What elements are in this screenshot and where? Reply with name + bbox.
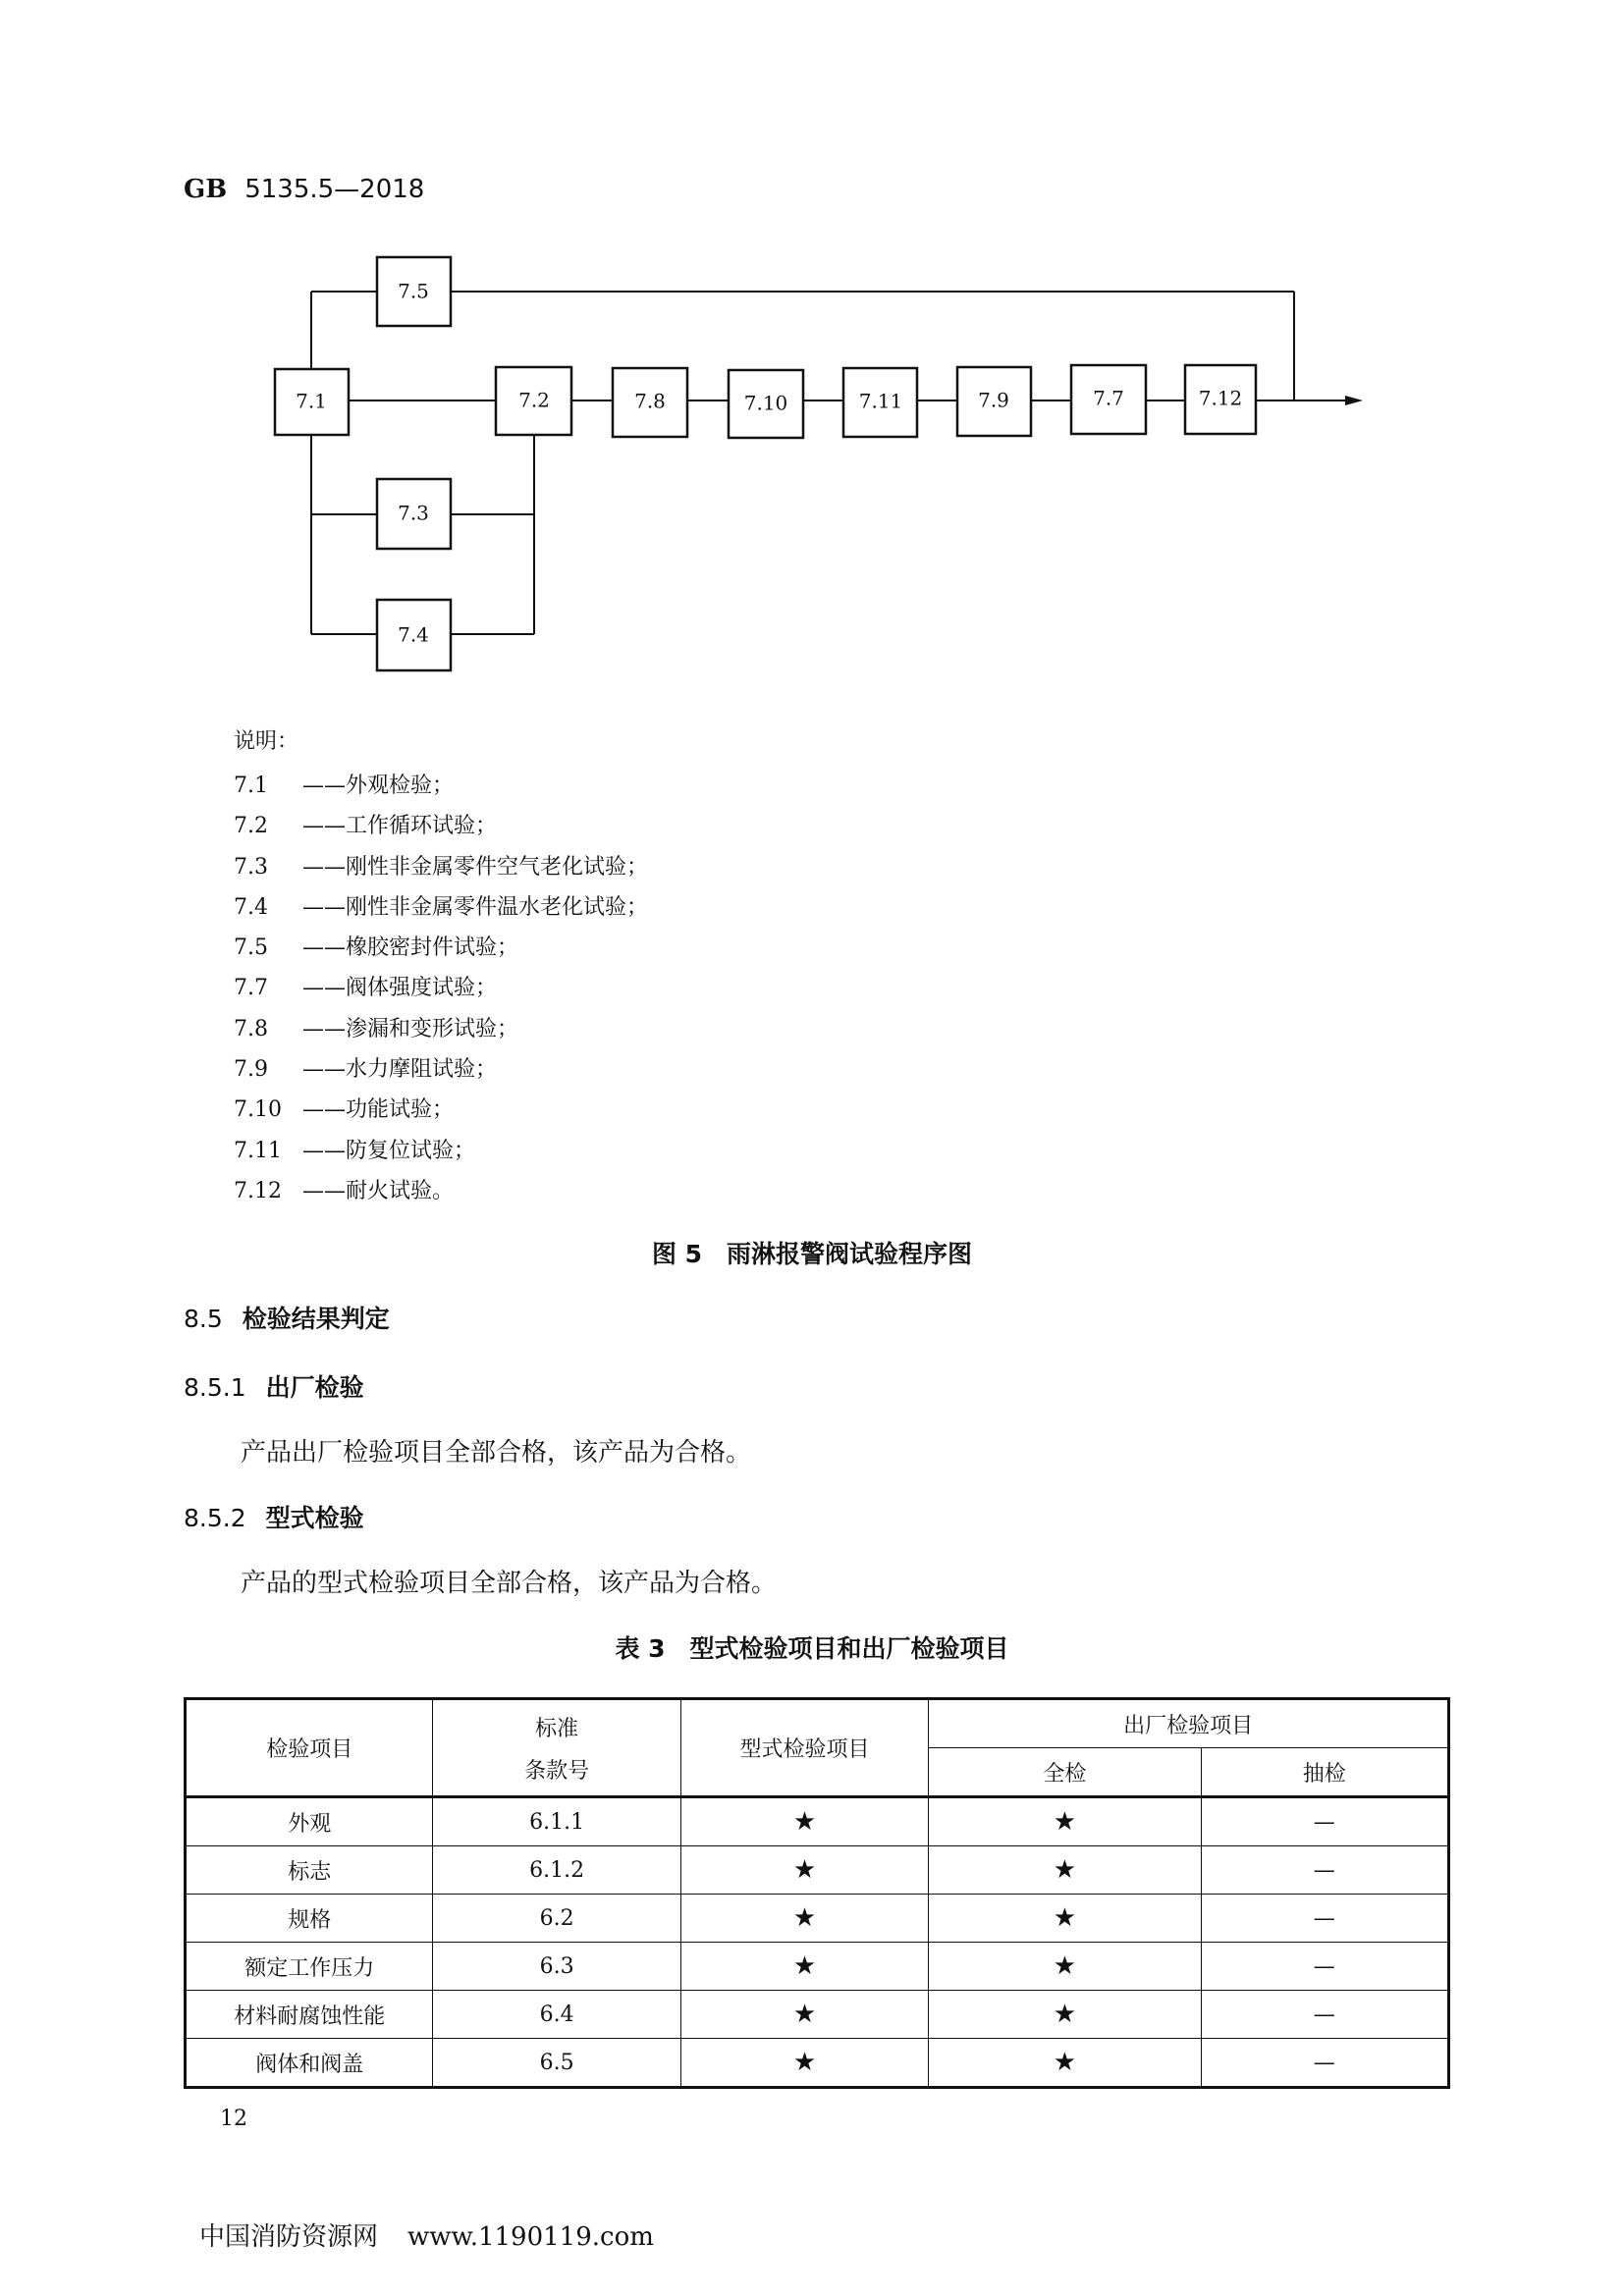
- header-factory-test: 出厂检验项目: [929, 1699, 1449, 1748]
- legend-item: 7.5 ——橡胶密封件试验；: [234, 935, 519, 961]
- star-icon: ★: [680, 1797, 928, 1846]
- table-row: 外观 6.1.1 ★ ★ —: [186, 1797, 1449, 1846]
- box-label-7-2: 7.2: [518, 388, 550, 412]
- box-label-7-5: 7.5: [398, 279, 429, 303]
- legend-title: 说明：: [234, 729, 299, 754]
- inspection-items-table: [184, 1697, 1450, 2089]
- paragraph-8-5-2: 产品的型式检验项目全部合格，该产品为合格。: [241, 1569, 778, 1598]
- legend-item: 7.3 ——刚性非金属零件空气老化试验；: [234, 854, 649, 880]
- arrow-head-icon: [1345, 396, 1363, 405]
- legend-item: 7.4 ——刚性非金属零件温水老化试验；: [234, 894, 649, 920]
- footer: [199, 2216, 683, 2253]
- page-number: 12: [220, 2107, 247, 2131]
- star-icon: ★: [929, 1797, 1201, 1846]
- star-icon: ★: [680, 2039, 928, 2088]
- star-icon: ★: [929, 1895, 1201, 1943]
- star-icon: ★: [680, 1895, 928, 1943]
- section-heading-8-5: 8.5 检验结果判定: [184, 1305, 390, 1333]
- standard-number: 5135.5—2018: [244, 175, 425, 204]
- section-heading-8-5-2: 8.5.2 型式检验: [184, 1504, 364, 1532]
- table-row: 规格 6.2 ★ ★ —: [186, 1895, 1449, 1943]
- star-icon: ★: [929, 1846, 1201, 1895]
- table-row: 阀体和阀盖 6.5 ★ ★ —: [186, 2039, 1449, 2088]
- header-sample-inspection: 抽检: [1201, 1748, 1448, 1797]
- legend-item: 7.8 ——渗漏和变形试验；: [234, 1016, 519, 1041]
- legend-item: 7.1 ——外观检验；: [234, 774, 455, 798]
- star-icon: ★: [929, 1991, 1201, 2039]
- figure-caption: 图 5 雨淋报警阀试验程序图: [651, 1240, 973, 1268]
- paragraph-8-5-1: 产品出厂检验项目全部合格，该产品为合格。: [241, 1438, 752, 1468]
- box-label-7-8: 7.8: [634, 389, 666, 413]
- header-item: 检验项目: [186, 1699, 433, 1797]
- box-label-7-10: 7.10: [743, 391, 788, 415]
- legend-item: 7.9 ——水力摩阻试验；: [234, 1057, 498, 1083]
- legend-item: 7.7 ——阀体强度试验；: [234, 976, 498, 1001]
- legend-item: 7.12 ——耐火试验。: [234, 1178, 455, 1203]
- standard-prefix: GB: [184, 175, 228, 204]
- star-icon: ★: [680, 1991, 928, 2039]
- table-row: 标志 6.1.2 ★ ★ —: [186, 1846, 1449, 1895]
- header-clause: 标准 条款号: [433, 1699, 680, 1797]
- star-icon: ★: [929, 2039, 1201, 2088]
- footer-url[interactable]: www.1190119.com: [407, 2222, 654, 2252]
- legend-list: [234, 766, 648, 1211]
- box-label-7-7: 7.7: [1093, 386, 1124, 410]
- box-label-7-4: 7.4: [398, 622, 429, 647]
- header-type-test: 型式检验项目: [680, 1699, 928, 1797]
- legend-item: 7.10 ——功能试验；: [234, 1097, 455, 1123]
- star-icon: ★: [680, 1943, 928, 1991]
- box-label-7-3: 7.3: [398, 501, 429, 525]
- test-procedure-diagram: [0, 0, 1624, 707]
- box-label-7-1: 7.1: [296, 389, 327, 413]
- box-label-7-9: 7.9: [978, 388, 1009, 412]
- table-row: 额定工作压力 6.3 ★ ★ —: [186, 1943, 1449, 1991]
- footer-site-name: 中国消防资源网: [199, 2222, 379, 2252]
- section-heading-8-5-1: 8.5.1 出厂检验: [184, 1373, 364, 1402]
- legend-item: 7.11 ——防复位试验；: [234, 1138, 476, 1163]
- star-icon: ★: [929, 1943, 1201, 1991]
- box-label-7-11: 7.11: [858, 389, 903, 413]
- table-row: 材料耐腐蚀性能 6.4 ★ ★ —: [186, 1991, 1449, 2039]
- star-icon: ★: [680, 1846, 928, 1895]
- box-label-7-12: 7.12: [1198, 386, 1243, 410]
- legend-item: 7.2 ——工作循环试验；: [234, 814, 498, 839]
- table-caption: 表 3 型式检验项目和出厂检验项目: [615, 1634, 1009, 1663]
- header-full-inspection: 全检: [929, 1748, 1201, 1797]
